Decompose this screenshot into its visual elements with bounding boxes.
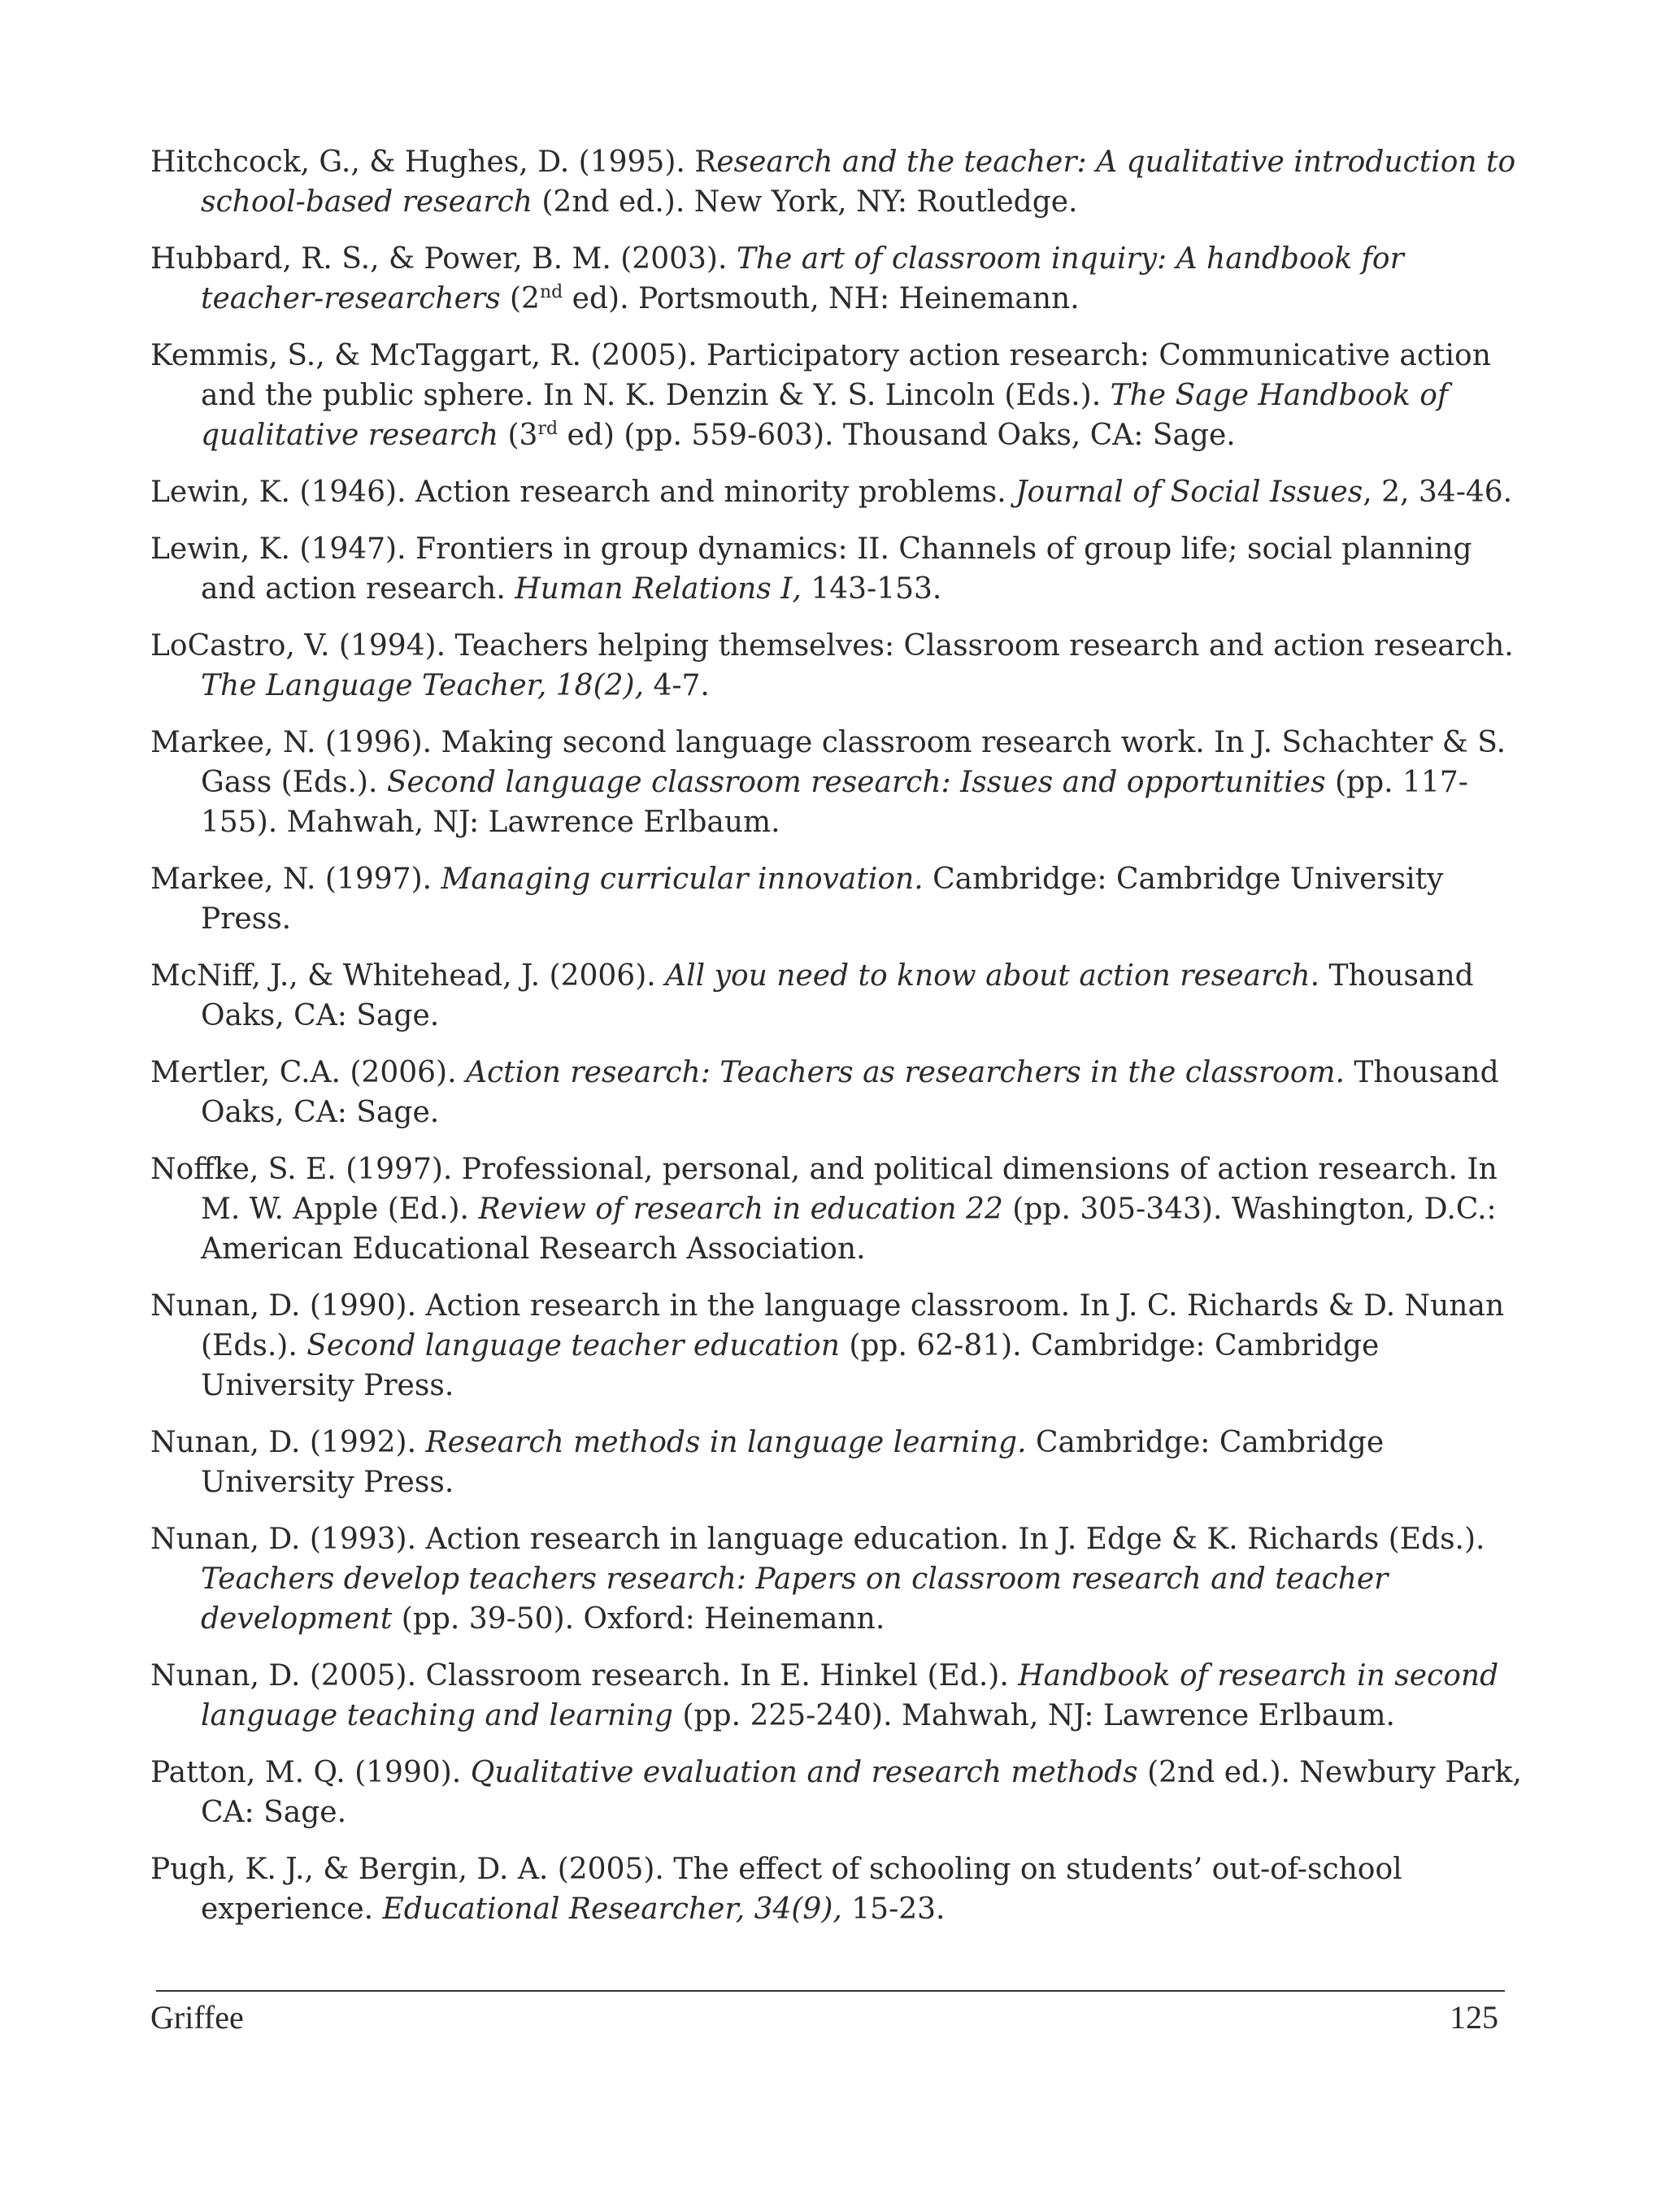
reference-text: (pp. 62-81). Cambridge: Cambridge University Press. <box>201 1329 1380 1402</box>
reference-entry <box>150 529 1532 609</box>
reference-text: (3 <box>498 419 538 452</box>
reference-text: (2nd ed.). New York, NY: Routledge. <box>532 185 1078 219</box>
reference-text: (pp. 305-343). Washington, D.C.: American Educational Research Association. <box>201 1193 1497 1266</box>
reference-entry <box>150 626 1532 706</box>
reference-entry <box>150 1753 1532 1832</box>
reference-text: Cambridge: Cambridge University Press. <box>201 1426 1385 1499</box>
reference-text: (2nd ed.). Newbury Park, CA: Sage. <box>201 1756 1522 1829</box>
reference-entry <box>150 1423 1532 1502</box>
reference-list <box>150 142 1532 1946</box>
reference-text: Mertler, C.A. (2006). <box>150 1056 466 1089</box>
reference-title-text: Action research: Teachers as researchers in the classroom. <box>465 1056 1345 1089</box>
reference-text: Nunan, D. (1993). Action research in language education. In J. Edge & K. Richards (Eds.). <box>150 1523 1485 1556</box>
reference-entry <box>150 472 1532 512</box>
footer-author: Griffee <box>150 1999 244 2036</box>
reference-text: Lewin, K. (1947). Frontiers in group dynamics: II. Channels of group life; social planning and action research. <box>150 532 1472 606</box>
reference-text: , 2, 34-46. <box>1363 476 1513 509</box>
reference-text: ed). Portsmouth, NH: Heinemann. <box>563 282 1080 315</box>
reference-text: ed) (pp. 559-603). Thousand Oaks, CA: Sage. <box>558 419 1236 452</box>
reference-text: Pugh, K. J., & Bergin, D. A. (2005). The effect of schooling on students’ out-of-school experience. <box>150 1853 1402 1926</box>
reference-text: (pp. 117-155). Mahwah, NJ: Lawrence Erlbaum. <box>201 766 1468 839</box>
reference-text: (2 <box>500 282 540 315</box>
reference-title-text: Journal of Social Issues <box>1015 476 1363 509</box>
reference-text: 4-7. <box>644 669 710 702</box>
reference-text: Markee, N. (1997). <box>150 863 441 896</box>
reference-text: Patton, M. Q. (1990). <box>150 1756 471 1789</box>
reference-text: Nunan, D. (2005). Classroom research. In E. Hinkel (Ed.). <box>150 1659 1019 1693</box>
reference-text: 143-153. <box>801 572 942 606</box>
reference-title-text: Teachers develop teachers research: Papers on classroom research and teacher development <box>201 1562 1389 1636</box>
reference-entry <box>150 1849 1532 1929</box>
reference-title-text: Managing curricular innovation. <box>441 863 924 896</box>
reference-title-text: The Sage Handbook of qualitative research <box>201 379 1449 452</box>
reference-text: Kemmis, S., & McTaggart, R. (2005). Participatory action research: Communicative action and the public sphere. In N. K. Denzin & Y. S. Lincoln (Eds.). <box>150 339 1491 412</box>
reference-text: Hubbard, R. S., & Power, B. M. (2003). <box>150 242 737 276</box>
reference-entry <box>150 859 1532 939</box>
reference-text: Lewin, K. (1946). Action research and minority problems. <box>150 476 1016 509</box>
reference-text: rd <box>537 419 559 439</box>
reference-text: (pp. 225-240). Mahwah, NJ: Lawrence Erlbaum. <box>672 1699 1395 1732</box>
reference-entry <box>150 142 1532 222</box>
reference-text: (pp. 39-50). Oxford: Heinemann. <box>392 1602 885 1636</box>
reference-text: Noffke, S. E. (1997). Professional, personal, and political dimensions of action research. In M. W. Apple (Ed.). <box>150 1153 1498 1226</box>
reference-title-text: Qualitative evaluation and research methods <box>470 1756 1138 1789</box>
reference-title-text: Research methods in language learning. <box>425 1426 1027 1459</box>
reference-title-text: Second language teacher education <box>306 1329 840 1362</box>
reference-entry <box>150 239 1532 319</box>
reference-title-text: The art of classroom inquiry: A handbook for teacher-researchers <box>201 242 1404 315</box>
reference-text: Markee, N. (1996). Making second language classroom research work. In J. Schachter & S. Gass (Eds.). <box>150 726 1506 799</box>
reference-entry <box>150 1656 1532 1736</box>
reference-text: 15-23. <box>841 1893 946 1926</box>
reference-title-text: Human Relations I, <box>515 572 802 606</box>
footer-divider <box>156 1990 1505 1992</box>
reference-title-text: Second language classroom research: Issues and opportunities <box>386 766 1326 799</box>
reference-text: Cambridge: Cambridge University Press. <box>201 863 1444 936</box>
reference-title-text: Review of research in education 22 <box>478 1193 1003 1226</box>
reference-text: LoCastro, V. (1994). Teachers helping themselves: Classroom research and action research. <box>150 629 1514 663</box>
reference-text: . Thousand Oaks, CA: Sage. <box>201 959 1474 1032</box>
reference-entry <box>150 336 1532 455</box>
footer-page-number: 125 <box>1450 1999 1498 2036</box>
reference-entry <box>150 1519 1532 1639</box>
reference-title-text: All you need to know about action research <box>665 959 1311 993</box>
reference-entry <box>150 956 1532 1036</box>
reference-title-text: The Language Teacher, 18(2), <box>201 669 645 702</box>
reference-entry <box>150 1149 1532 1269</box>
reference-text: Nunan, D. (1992). <box>150 1426 426 1459</box>
reference-entry <box>150 723 1532 842</box>
reference-title-text: Handbook of research in second language teaching and learning <box>201 1659 1499 1732</box>
reference-text: Hitchcock, G., & Hughes, D. (1995). R <box>150 146 717 179</box>
reference-title-text: Educational Researcher, 34(9), <box>382 1893 842 1926</box>
reference-text: McNiff, J., & Whitehead, J. (2006). <box>150 959 666 993</box>
reference-text: Nunan, D. (1990). Action research in the language classroom. In J. C. Richards & D. Nunan (Eds.). <box>150 1289 1505 1362</box>
reference-text: nd <box>539 282 563 302</box>
reference-entry <box>150 1286 1532 1406</box>
reference-title-text: esearch and the teacher: A qualitative introduction to school-based research <box>201 146 1516 219</box>
reference-text: Thousand Oaks, CA: Sage. <box>201 1056 1499 1129</box>
reference-entry <box>150 1053 1532 1132</box>
